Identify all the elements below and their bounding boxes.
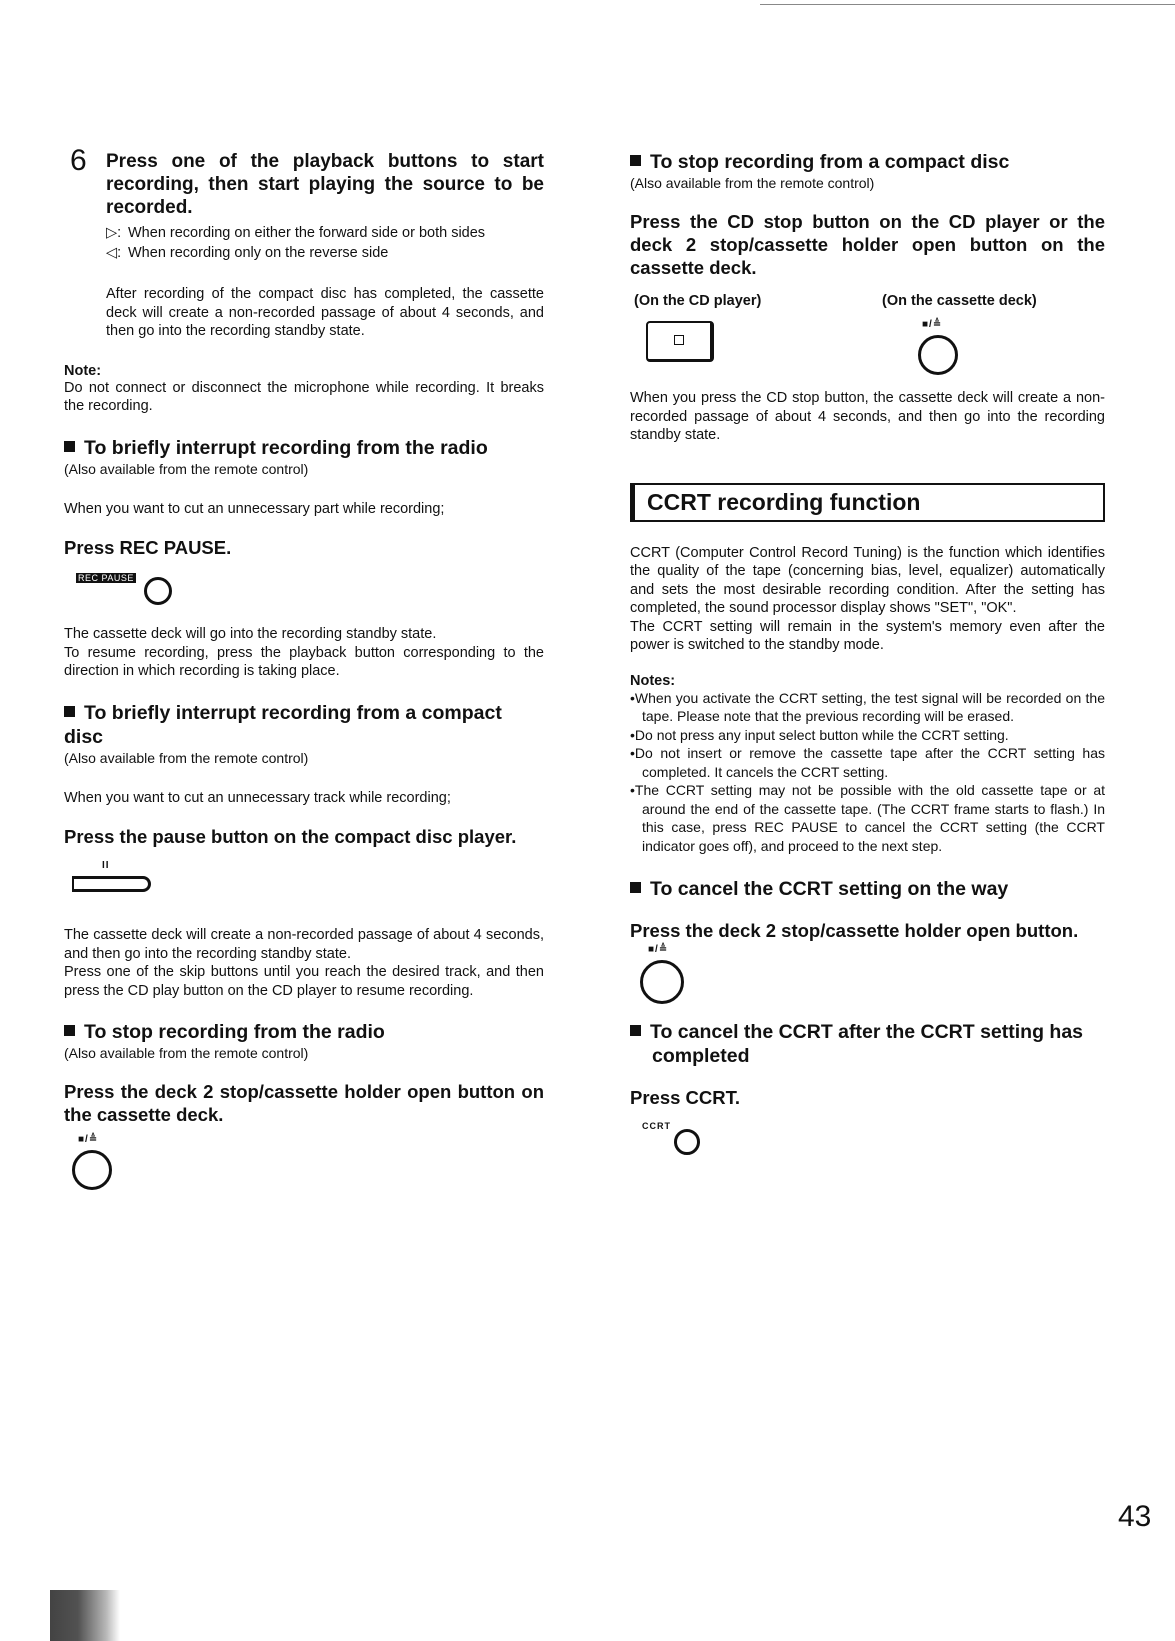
bullet-square-icon	[630, 1025, 641, 1036]
section-title: To briefly interrupt recording from the radio	[84, 436, 488, 459]
stop-button-figure	[630, 944, 1105, 1008]
section-stop-cd	[630, 150, 1105, 174]
ccrt-memory-note: The CCRT setting will remain in the system's memory even after the power is switched to the standby mode.	[630, 618, 1105, 653]
stop-eject-label: ■/≜	[78, 1134, 99, 1145]
remote-note: (Also available from the remote control)	[64, 749, 309, 766]
stop-eject-label: ■/≜	[648, 944, 669, 955]
stop-eject-button-icon	[918, 335, 958, 375]
forward-arrow-icon: ▷:	[106, 225, 122, 241]
stop-buttons-figure	[630, 293, 1105, 383]
reverse-arrow-icon: ◁:	[106, 245, 122, 261]
bullet-square-icon	[64, 1025, 75, 1036]
rec-pause-button-icon	[144, 577, 172, 605]
instruction: Press the pause button on the compact disc player.	[64, 826, 517, 847]
instruction: Press the deck 2 stop/cassette holder open button.	[630, 920, 1079, 941]
step-sub-reverse	[106, 243, 544, 263]
ccrt-button-icon	[674, 1129, 700, 1155]
section-body: When you want to cut an unnecessary part while recording;	[64, 500, 445, 517]
bullet-square-icon	[630, 155, 641, 166]
section-title: To cancel the CCRT after the CCRT setting has completed	[650, 1021, 1084, 1067]
pause-button-figure	[64, 858, 544, 908]
remote-note: (Also available from the remote control)	[64, 460, 309, 477]
note-text: Do not connect or disconnect the microphone while recording. It breaks the recording.	[64, 379, 544, 414]
section-title: To stop recording from a compact disc	[650, 151, 1010, 173]
ccrt-heading: CCRT recording function	[630, 483, 1105, 522]
stop-eject-button-icon	[72, 1150, 112, 1190]
after-text-1: The cassette deck will create a non-recorded passage of about 4 seconds, and then go into the recording standby state.	[64, 927, 544, 962]
cassette-deck-label: (On the cassette deck)	[882, 293, 1037, 309]
section-title: To stop recording from the radio	[84, 1021, 385, 1043]
scan-artifact	[50, 1590, 120, 1641]
note-item: •Do not insert or remove the cassette tape after the CCRT setting has completed. It cancels the CCRT setting.	[630, 745, 1105, 780]
stop-button-figure	[64, 1134, 544, 1194]
section-body: When you want to cut an unnecessary track while recording;	[64, 789, 451, 806]
rec-pause-label: REC PAUSE	[78, 573, 134, 583]
after-text: When you press the CD stop button, the cassette deck will create a non-recorded passage of about 4 seconds, and then go into the recording standby state.	[630, 390, 1105, 443]
ccrt-label: CCRT	[642, 1121, 671, 1131]
instruction: Press CCRT.	[630, 1087, 741, 1108]
cd-player-label: (On the CD player)	[634, 293, 762, 309]
ccrt-description: CCRT (Computer Control Record Tuning) is the function which identifies the quality of the tape (concerning bias, level, equalizer) automatically and sets the most desirable recording condition. After the setting has completed, the sound processor display shows "SET", "OK".	[630, 544, 1105, 616]
stop-square-icon	[674, 335, 684, 345]
reverse-desc: When recording only on the reverse side	[128, 245, 389, 261]
section-stop-radio	[64, 1020, 544, 1044]
top-rule	[760, 4, 1175, 5]
pause-button-shape	[72, 876, 151, 892]
after-text-2: To resume recording, press the playback button corresponding to the direction in which recording is taking place.	[64, 644, 544, 679]
note-label: Note:	[64, 362, 102, 379]
notes-label: Notes:	[630, 672, 676, 689]
step-instruction: Press one of the playback buttons to start recording, then start playing the source to be recorded.	[106, 151, 544, 218]
bullet-square-icon	[630, 882, 641, 893]
section-cancel-after	[630, 1020, 1105, 1068]
step-sub-forward	[106, 223, 544, 243]
remote-note: (Also available from the remote control)	[64, 1045, 309, 1061]
rec-pause-button-figure	[64, 567, 544, 611]
stop-eject-label: ■/≜	[922, 319, 943, 330]
section-cancel-way	[630, 877, 1105, 901]
after-text-1: The cassette deck will go into the recording standby state.	[64, 626, 437, 642]
instruction: Press the deck 2 stop/cassette holder open button on the cassette deck.	[64, 1081, 544, 1125]
remote-note: (Also available from the remote control)	[630, 175, 875, 191]
bullet-square-icon	[64, 441, 75, 452]
forward-desc: When recording on either the forward side or both sides	[128, 225, 486, 241]
instruction: Press the CD stop button on the CD player or the deck 2 stop/cassette holder open button on the cassette deck.	[630, 211, 1105, 278]
bullet-square-icon	[64, 706, 75, 717]
cd-stop-button-icon	[646, 321, 714, 362]
section-title: To cancel the CCRT setting on the way	[650, 878, 1009, 900]
note-item: •Do not press any input select button while the CCRT setting.	[630, 726, 1009, 743]
right-column	[630, 150, 1105, 1159]
section-interrupt-cd	[64, 701, 544, 749]
section-title: To briefly interrupt recording from a compact disc	[64, 701, 502, 748]
after-text-2: Press one of the skip buttons until you reach the desired track, and then press the CD play button on the CD player to resume recording.	[64, 964, 544, 999]
ccrt-button-figure	[630, 1115, 1105, 1159]
note-item: •When you activate the CCRT setting, the test signal will be recorded on the tape. Please note that the previous recording will be erased.	[630, 689, 1105, 724]
step-after-text: After recording of the compact disc has completed, the cassette deck will create a non-recorded passage of about 4 seconds, and then go into the recording standby state.	[106, 286, 544, 339]
stop-eject-button-icon	[640, 960, 684, 1004]
left-column	[64, 144, 544, 1194]
instruction: Press REC PAUSE.	[64, 537, 232, 558]
page-number: 43	[1118, 1500, 1152, 1533]
step-number: 6	[70, 144, 87, 177]
pause-icon: II	[102, 860, 110, 871]
step-6	[64, 144, 544, 263]
note-item: •The CCRT setting may not be possible with the old cassette tape or at around the end of the cassette tape. (The CCRT frame starts to flash.) In this case, press REC PAUSE to cancel the CCRT setting (the CCRT indicator goes off), and proceed to the next step.	[630, 782, 1105, 854]
section-interrupt-radio	[64, 436, 544, 460]
ccrt-notes	[630, 689, 1105, 856]
